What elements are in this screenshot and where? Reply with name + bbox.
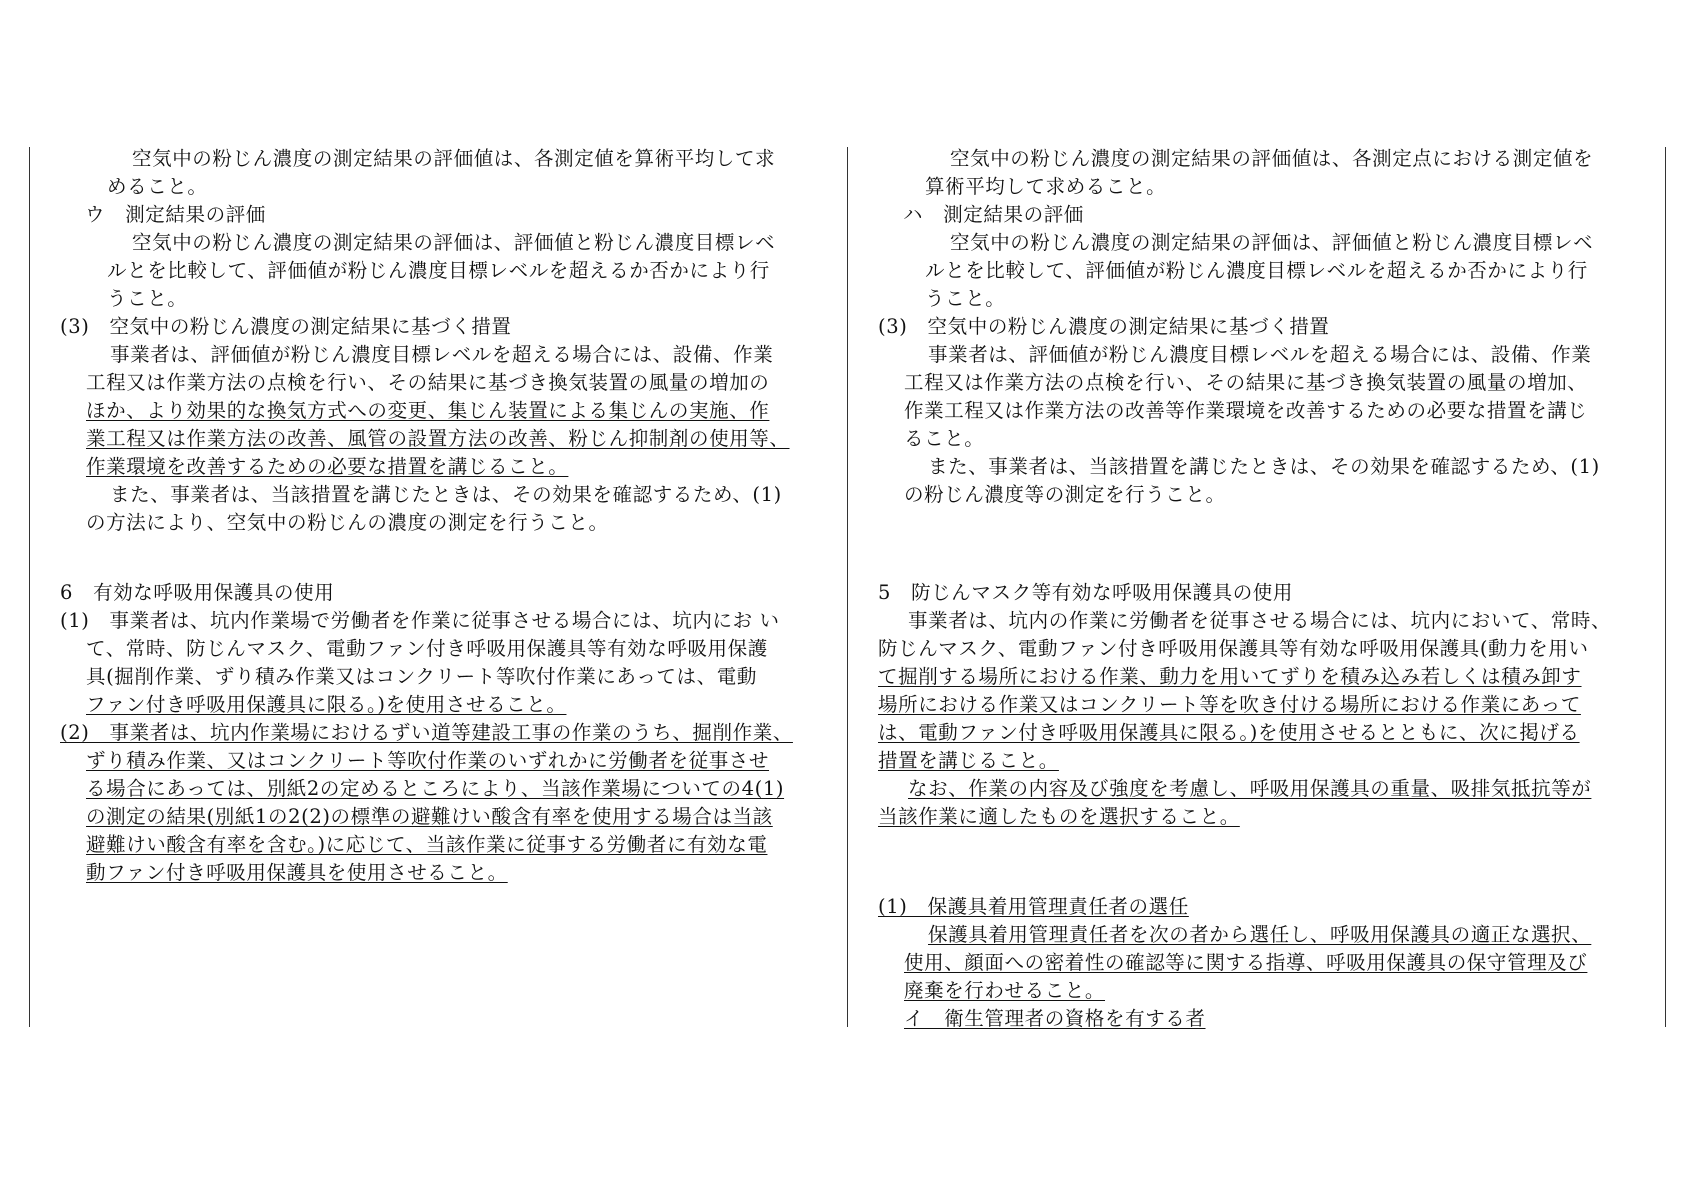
text-line: 業工程又は作業方法の改善、風管の設置方法の改善、粉じん抑制剤の使用等、 bbox=[86, 427, 790, 450]
text-line: 事業者は、評価値が粉じん濃度目標レベルを超える場合には、設備、作業 bbox=[110, 343, 774, 366]
text-line: 防じんマスク、電動ファン付き呼吸用保護具等有効な呼吸用保護具(動力を用い bbox=[878, 637, 1589, 660]
text-line: 5 防じんマスク等有効な呼吸用保護具の使用 bbox=[878, 581, 1294, 604]
text-line: て、常時、防じんマスク、電動ファン付き呼吸用保護具等有効な呼吸用保護 bbox=[86, 637, 768, 660]
text-line: 措置を講じること。 bbox=[878, 749, 1059, 772]
text-line: の測定の結果(別紙1の2(2)の標準の避難けい酸含有率を使用する場合は当該 bbox=[86, 805, 773, 828]
text-line: 工程又は作業方法の点検を行い、その結果に基づき換気装置の風量の増加、 bbox=[904, 371, 1588, 394]
left-border-line bbox=[29, 147, 30, 1027]
text-line: 場所における作業又はコンクリート等を吹き付ける場所における作業にあって bbox=[878, 693, 1581, 716]
center-divider-line bbox=[847, 147, 848, 1027]
text-line: て掘削する場所における作業、動力を用いてずりを積み込み若しくは積み卸す bbox=[878, 665, 1582, 688]
text-line: 使用、顔面への密着性の確認等に関する指導、呼吸用保護具の保守管理及び bbox=[904, 951, 1588, 974]
text-line: の粉じん濃度等の測定を行うこと。 bbox=[904, 483, 1226, 506]
text-line: (1) 事業者は、坑内作業場で労働者を作業に従事させる場合には、坑内にお い bbox=[60, 609, 780, 632]
text-line: また、事業者は、当該措置を講じたときは、その効果を確認するため、(1) bbox=[928, 455, 1600, 478]
text-line: (3) 空気中の粉じん濃度の測定結果に基づく措置 bbox=[60, 315, 512, 338]
text-line: (1) 保護具着用管理責任者の選任 bbox=[878, 895, 1189, 918]
text-line: 空気中の粉じん濃度の測定結果の評価値は、各測定点における測定値を bbox=[950, 147, 1594, 170]
text-line: 避難けい酸含有率を含む。)に応じて、当該作業に従事する労働者に有効な電 bbox=[86, 833, 768, 856]
right-border-line bbox=[1665, 147, 1666, 1027]
text-line: 算術平均して求めること。 bbox=[925, 175, 1167, 198]
text-line: 動ファン付き呼吸用保護具を使用させること。 bbox=[86, 861, 508, 884]
text-line: うこと。 bbox=[107, 287, 188, 310]
text-line: 空気中の粉じん濃度の測定結果の評価は、評価値と粉じん濃度目標レベ bbox=[132, 231, 776, 254]
text-line: なお、作業の内容及び強度を考慮し、呼吸用保護具の重量、吸排気抵抗等が bbox=[908, 777, 1592, 800]
text-line: 当該作業に適したものを選択すること。 bbox=[878, 805, 1240, 828]
text-line: 事業者は、坑内の作業に労働者を従事させる場合には、坑内において、常時、 bbox=[908, 609, 1612, 632]
text-line: ハ 測定結果の評価 bbox=[903, 203, 1084, 226]
text-line: の方法により、空気中の粉じんの濃度の測定を行うこと。 bbox=[86, 511, 609, 534]
text-line: うこと。 bbox=[925, 287, 1006, 310]
text-line: ずり積み作業、又はコンクリート等吹付作業のいずれかに労働者を従事させ bbox=[86, 749, 770, 772]
text-line: 空気中の粉じん濃度の測定結果の評価値は、各測定値を算術平均して求 bbox=[132, 147, 776, 170]
text-line: 作業環境を改善するための必要な措置を講じること。 bbox=[86, 455, 569, 478]
text-line: ほか、より効果的な換気方式への変更、集じん装置による集じんの実施、作 bbox=[86, 399, 770, 422]
text-line: 空気中の粉じん濃度の測定結果の評価は、評価値と粉じん濃度目標レベ bbox=[950, 231, 1594, 254]
text-line: ルとを比較して、評価値が粉じん濃度目標レベルを超えるか否かにより行 bbox=[925, 259, 1588, 282]
text-line: 作業工程又は作業方法の改善等作業環境を改善するための必要な措置を講じ bbox=[904, 399, 1588, 422]
text-line: 保護具着用管理責任者を次の者から選任し、呼吸用保護具の適正な選択、 bbox=[928, 923, 1592, 946]
text-line: (3) 空気中の粉じん濃度の測定結果に基づく措置 bbox=[878, 315, 1330, 338]
text-line: イ 衛生管理者の資格を有する者 bbox=[904, 1007, 1206, 1030]
text-line: 6 有効な呼吸用保護具の使用 bbox=[60, 581, 335, 604]
text-line: (2) 事業者は、坑内作業場におけるずい道等建設工事の作業のうち、掘削作業、 bbox=[60, 721, 793, 744]
text-line: は、電動ファン付き呼吸用保護具に限る。)を使用させるとともに、次に掲げる bbox=[878, 721, 1580, 744]
text-line: 事業者は、評価値が粉じん濃度目標レベルを超える場合には、設備、作業 bbox=[928, 343, 1592, 366]
text-line: ること。 bbox=[904, 427, 985, 450]
text-line: めること。 bbox=[107, 175, 208, 198]
text-line: また、事業者は、当該措置を講じたときは、その効果を確認するため、(1) bbox=[110, 483, 782, 506]
text-line: 工程又は作業方法の点検を行い、その結果に基づき換気装置の風量の増加の bbox=[86, 371, 770, 394]
text-line: 廃棄を行わせること。 bbox=[904, 979, 1106, 1002]
text-line: ウ 測定結果の評価 bbox=[85, 203, 266, 226]
text-line: 具(掘削作業、ずり積み作業又はコンクリート等吹付作業にあっては、電動 bbox=[86, 665, 757, 688]
text-line: ルとを比較して、評価値が粉じん濃度目標レベルを超えるか否かにより行 bbox=[107, 259, 770, 282]
text-line: る場合にあっては、別紙2の定めるところにより、当該作業場についての4(1) bbox=[86, 777, 785, 800]
text-line: ファン付き呼吸用保護具に限る。)を使用させること。 bbox=[86, 693, 567, 716]
